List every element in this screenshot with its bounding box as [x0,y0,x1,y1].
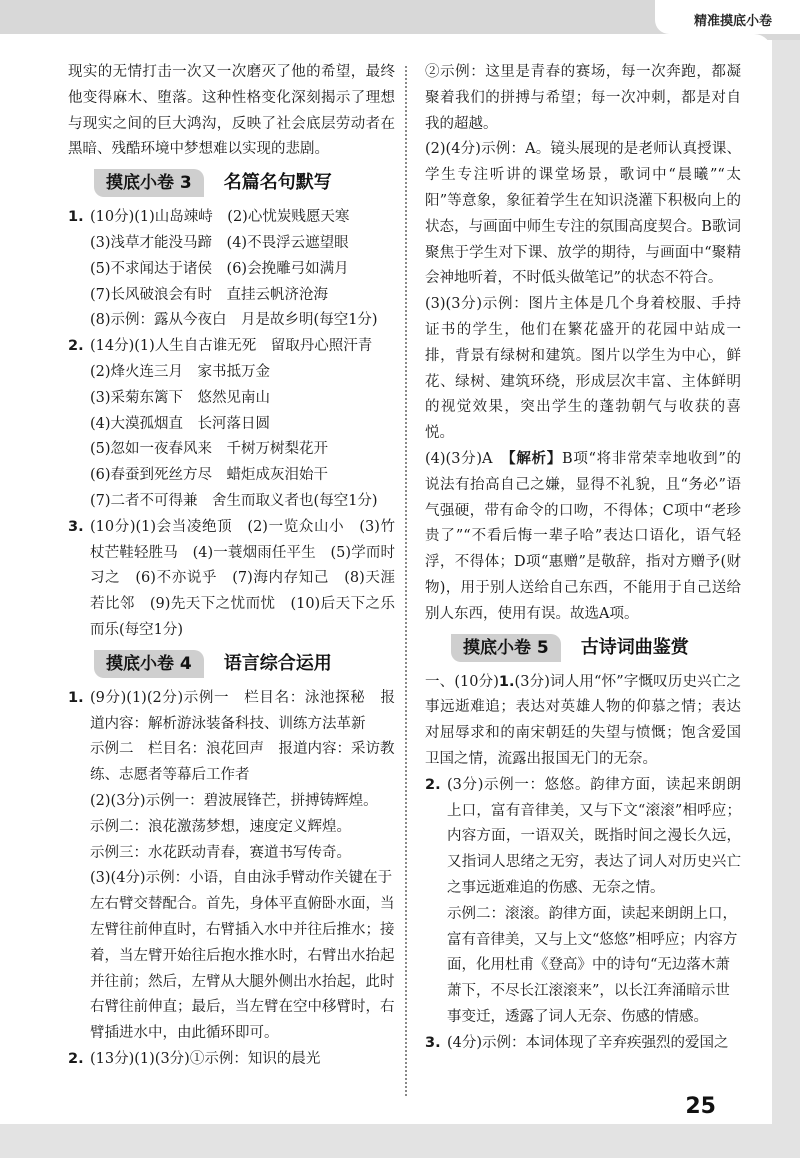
section-4-header [94,650,395,678]
bottom-bar [0,1124,772,1158]
answer-line: (14分)(1)人生自古谁无死 留取丹心照汗青 [90,338,373,355]
sec3-question-1 [68,205,395,334]
section-5-header [451,634,741,662]
section-3-badge: 摸底小卷 3 [94,169,204,197]
answer-line: (3)浅草才能没马蹄 (4)不畏浮云遮望眼 [90,234,349,251]
answer-line: (4)大漠孤烟直 长河落日圆 [90,415,271,432]
sec3-question-3 [68,515,395,644]
answer-text: (13分)(1)(3分)①示例：知识的晨光 [90,1050,321,1067]
answer-line: (3)采菊东篱下 悠然见南山 [90,389,271,406]
answer-line: (5)不求闻达于诸侯 (6)会挽雕弓如满月 [90,260,349,277]
answer-text: 示例二：浪花激荡梦想，速度定义辉煌。 [90,818,351,835]
answer-text: (3)(4分)示例：小语，自由泳手臂动作关键在于左右臂交替配合。首先，身体平直俯卧水面，当左臂往前伸直时，右臂插入水中并往后推水；接着，当左臂开始往后抱水推水时，右臂出水抬起并往前；然后，左臂从大腿外侧出水抬起，此时右臂往前伸直；最后，当左臂在空中移臂时，右臂插进水中，由此循环即可。 [90,870,395,1042]
left-column [68,60,395,1073]
section-4-title: 语言综合运用 [223,652,332,674]
answer-text: (2)(3分)示例一：碧波展锋芒，拼搏铸辉煌。 [90,792,378,809]
sec3-question-2 [68,334,395,515]
continued-answer-1: ②示例：这里是青春的赛场，每一次奔跑，都凝聚着我们的拼搏与希望；每一次冲刺，都是对自我的超越。 [425,64,741,132]
answer-line: (5)忽如一夜春风来 千树万树梨花开 [90,441,329,458]
sec5-question-3 [425,1031,741,1057]
right-column [425,60,741,1056]
answer-text: 示例二：滚滚。韵律方面，读起来朗朗上口，富有音律美，又与上文“悠悠”相呼应；内容方面，化用杜甫《登高》中的诗句“无边落木萧萧下，不尽长江滚滚来”，以长江奔涌暗示世事变迁，透露了词人无奈、伤感的情感。 [447,905,738,1025]
answer-text: (10分)(1)会当凌绝顶 (2)一览众山小 (3)竹杖芒鞋轻胜马 (4)一蓑烟雨任平生 (5)学而时习之 (6)不亦说乎 (7)海内存知己 (8)天涯若比邻 (9)先天下之忧而忧 (10)后天下之乐而乐(每空1分) [90,518,395,638]
question-number: 1. [68,689,84,706]
column-divider [405,66,407,1096]
sec4-question-2 [68,1047,395,1073]
answer-line: (7)长风破浪会有时 直挂云帆济沧海 [90,286,329,303]
section-5-title: 古诗词曲鉴赏 [580,636,689,658]
sec4-question-1 [68,686,395,1047]
sec5-question-2 [425,773,741,1031]
sec5-part-1 [425,670,741,773]
intro-paragraph: 现实的无情打击一次又一次磨灭了他的希望，最终他变得麻木、堕落。这种性格变化深刻揭示了理想与现实之间的巨大鸿沟，反映了社会底层劳动者在黑暗、残酷环境中梦想难以实现的悲剧。 [68,64,395,158]
continued-answer-3: (3)(3分)示例：图片主体是几个身着校服、手持证书的学生，他们在繁花盛开的花园中站成一排，背景有绿树和建筑。图片以学生为中心，鲜花、绿树、建筑环绕，形成层次丰富、主体鲜明的视觉效果，突出学生的蓬勃朝气与收获的喜悦。 [425,296,741,442]
analysis-tag: 【解析】 [508,450,562,467]
part-prefix: 一、(10分) [425,673,499,690]
continued-answer-4 [425,447,741,628]
answer-line: (6)春蚕到死丝方尽 蜡炬成灰泪始干 [90,467,329,484]
continued-answer-2: (2)(4分)示例：A。镜头展现的是老师认真授课、学生专注听讲的课堂场景，歌词中“晨曦”“太阳”等意象，象征着学生在知识浇灌下积极向上的状态，与画面中师生专注的氛围高度契合。B歌词聚焦于学生对下课、放学的期待，与画面中“聚精会神地听着，不时低头做笔记”的状态不符合。 [425,141,741,287]
question-number: 2. [68,338,84,355]
answer-text: 示例二 栏目名：浪花回声 报道内容：采访教练、志愿者等幕后工作者 [90,741,395,784]
section-5-badge: 摸底小卷 5 [451,634,561,662]
question-number: 1. [68,209,84,226]
answer-text: (4分)示例：本词体现了辛弃疾强烈的爱国之 [447,1034,729,1051]
answer-prefix: (4)(3分)A [425,450,509,467]
answer-line: (10分)(1)山岛竦峙 (2)心忧炭贱愿天寒 [90,209,350,226]
question-number: 3. [68,518,84,535]
answer-text: (3分)示例一：悠悠。韵律方面，读起来朗朗上口，富有音律美，又与下文“滚滚”相呼应；内容方面，一语双关，既指时间之漫长久远，又指词人思绪之无穷，表达了词人对历史兴亡之事远逝难追的伤感、无奈之情。 [447,776,741,896]
question-number: 3. [425,1034,441,1051]
question-number: 2. [425,776,441,793]
section-3-title: 名篇名句默写 [223,172,332,194]
section-3-header [94,169,395,197]
page-number: 25 [685,1094,716,1119]
answer-text: 示例三：水花跃动青春，赛道书写传奇。 [90,844,351,861]
right-edge-strip [772,40,800,1158]
question-number: 2. [68,1050,84,1067]
section-4-badge: 摸底小卷 4 [94,650,204,678]
answer-line: (7)二者不可得兼 舍生而取义者也(每空1分) [90,492,378,509]
answer-text: (3分)词人用“怀”字慨叹历史兴亡之事远逝难追；表达对英雄人物的仰慕之情；表达对屈辱求和的南宋朝廷的失望与愤慨；饱含爱国卫国之情，流露出报国无门的无奈。 [425,673,741,767]
answer-text: (9分)(1)(2分)示例一 栏目名：泳池探秘 报道内容：解析游泳装备科技、训练方法革新 [90,689,395,732]
answer-line: (8)示例：露从今夜白 月是故乡明(每空1分) [90,312,378,329]
header-label: 精准摸底小卷 [693,14,772,29]
answer-text: B项“将非常荣幸地收到”的说法有抬高自己之嫌，显得不礼貌，且“务必”语气强硬，带有命令的口吻，不得体；C项中“老珍贵了”“不看后悔一辈子哈”表达口语化，语气轻浮，不得体；D项“惠赠”是敬辞，指对方赠予(财物)，用于别人送给自己东西，不能用于自己送给别人东西，使用有误。故选A项。 [425,450,741,622]
question-number: 1. [498,673,515,690]
answer-line: (2)烽火连三月 家书抵万金 [90,363,271,380]
